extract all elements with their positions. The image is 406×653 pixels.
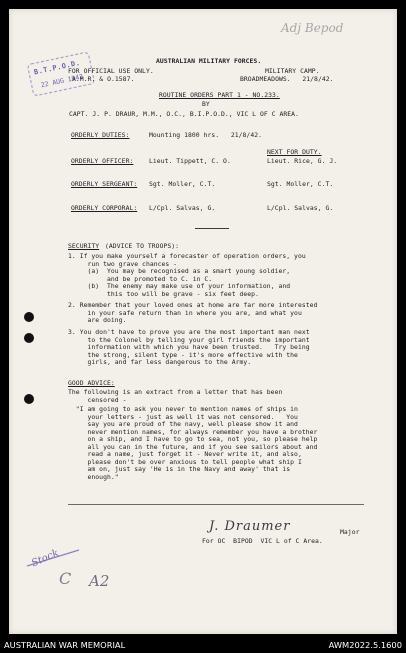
issuer: CAPT. J. P. DRAUR, M.M., O.C., B.I.P.O.D., VIC L OF C AREA. — [69, 110, 299, 118]
margin-mark: Stock — [29, 547, 61, 570]
sign-block: For OC BIPOD VIC L of C Area. — [202, 537, 323, 545]
advice-line: censored - — [68, 395, 127, 404]
advice-line: please don't be over anxious to tell people what ship I — [68, 457, 302, 466]
caption-bar — [0, 636, 406, 653]
advice-line: The following is an extract from a letter that has been — [68, 388, 283, 396]
orders-title: ROUTINE ORDERS PART 1 - NO.233. — [159, 91, 280, 99]
duty-row-next: Sgt. Moller, C.T. — [267, 180, 334, 188]
camp: MILITARY CAMP. — [265, 67, 320, 75]
punch-hole — [24, 333, 34, 343]
official-line: FOR OFFICIAL USE ONLY. — [68, 67, 154, 75]
security-line: run two grave chances - — [68, 259, 178, 268]
ref-line: A.M.R. & O.1587. — [72, 75, 135, 83]
caption-left: AUSTRALIAN WAR MEMORIAL — [4, 640, 126, 650]
heading: AUSTRALIAN MILITARY FORCES. — [156, 57, 262, 65]
duty-row-next: L/Cpl. Salvas, G. — [267, 204, 334, 212]
stamp-line-1: B.T.P.O.D. — [33, 58, 82, 77]
security-line: girls, and far less dangerous to the Army. — [68, 358, 252, 366]
rank: Major — [340, 528, 360, 536]
signature: J. Draumer — [209, 519, 291, 534]
security-line: 1. If you make yourself a forecaster of operation orders, you — [68, 252, 306, 260]
duty-row-label: ORDERLY DUTIES: — [71, 131, 130, 139]
duty-row-current: Sgt. Moller, C.T. — [149, 180, 216, 188]
advice-line: your letters - just as well it was not censored. You — [68, 412, 298, 421]
security-line: (a) You may be recognised as a smart young soldier, — [68, 267, 291, 275]
advice-heading: GOOD ADVICE: — [68, 379, 115, 387]
security-subheading: (ADVICE TO TROOPS): — [105, 242, 180, 250]
duty-row-current: L/Cpl. Salvas, G. — [149, 204, 216, 212]
advice-line: read a name, just forget it - Never write it, and also, — [68, 450, 302, 458]
duty-row-next: Lieut. Rice, G. J. — [267, 157, 338, 165]
margin-stroke — [23, 544, 83, 574]
duty-row-label: ORDERLY CORPORAL: — [71, 204, 138, 212]
punch-hole — [24, 312, 34, 322]
advice-line: on a ship, and I have to go to sea, not you, so please help — [68, 435, 318, 443]
security-line: in your safe return than in where you are, and what you — [68, 308, 302, 317]
security-line: this too will be grave - six feet deep. — [68, 289, 259, 298]
duty-row-current: Lieut. Tippett, C. O. — [149, 157, 231, 165]
security-line: to the Colonel by telling your girl friends the important — [68, 335, 310, 344]
closing-rule — [68, 504, 364, 505]
section-divider — [195, 228, 229, 229]
advice-line: never mention names, for always remember you have a brother — [68, 427, 318, 436]
margin-mark: C — [59, 569, 72, 588]
advice-line: "I am going to ask you never to mention names of ships in — [68, 405, 298, 413]
security-heading: SECURITY — [68, 242, 100, 250]
duty-row-current: Mounting 1800 hrs. 21/8/42. — [149, 131, 263, 139]
caption-right: AWM2022.5.1600 — [328, 640, 402, 650]
by-line: BY — [202, 100, 210, 108]
pencil-note: Adj Bepod — [281, 21, 344, 35]
margin-mark: A2 — [89, 572, 110, 590]
duty-row-label: ORDERLY OFFICER: — [71, 157, 134, 165]
punch-hole — [24, 394, 34, 404]
advice-line: enough." — [68, 472, 119, 481]
advice-line: all you can in the future, and if you see sailors about and — [68, 442, 318, 451]
security-line: 2. Remember that your loved ones at home are far more interested — [68, 301, 318, 309]
duty-row-label: ORDERLY SERGEANT: — [71, 180, 138, 188]
security-line: (b) The enemy may make use of your information, and — [68, 282, 291, 290]
security-line: and be promoted to C. in C. — [68, 274, 213, 283]
security-line: are doing. — [68, 316, 127, 324]
document-page — [9, 9, 397, 634]
next-for-duty-label: NEXT FOR DUTY. — [267, 148, 322, 156]
security-line: information with which you have been trusted. Try being — [68, 343, 310, 351]
advice-line: am on, just say 'He is in the Navy and away' that is — [68, 465, 291, 473]
advice-line: say you are proud of the navy, well please show it and — [68, 420, 298, 428]
security-line: the strong, silent type - it's more effective with the — [68, 350, 298, 359]
location-date: BROADMEADOWS. 21/8/42. — [240, 75, 334, 83]
security-line: 3. You don't have to prove you are the most important man next — [68, 328, 310, 336]
stamp-line-2: 22 AUG 1942 — [40, 72, 84, 90]
